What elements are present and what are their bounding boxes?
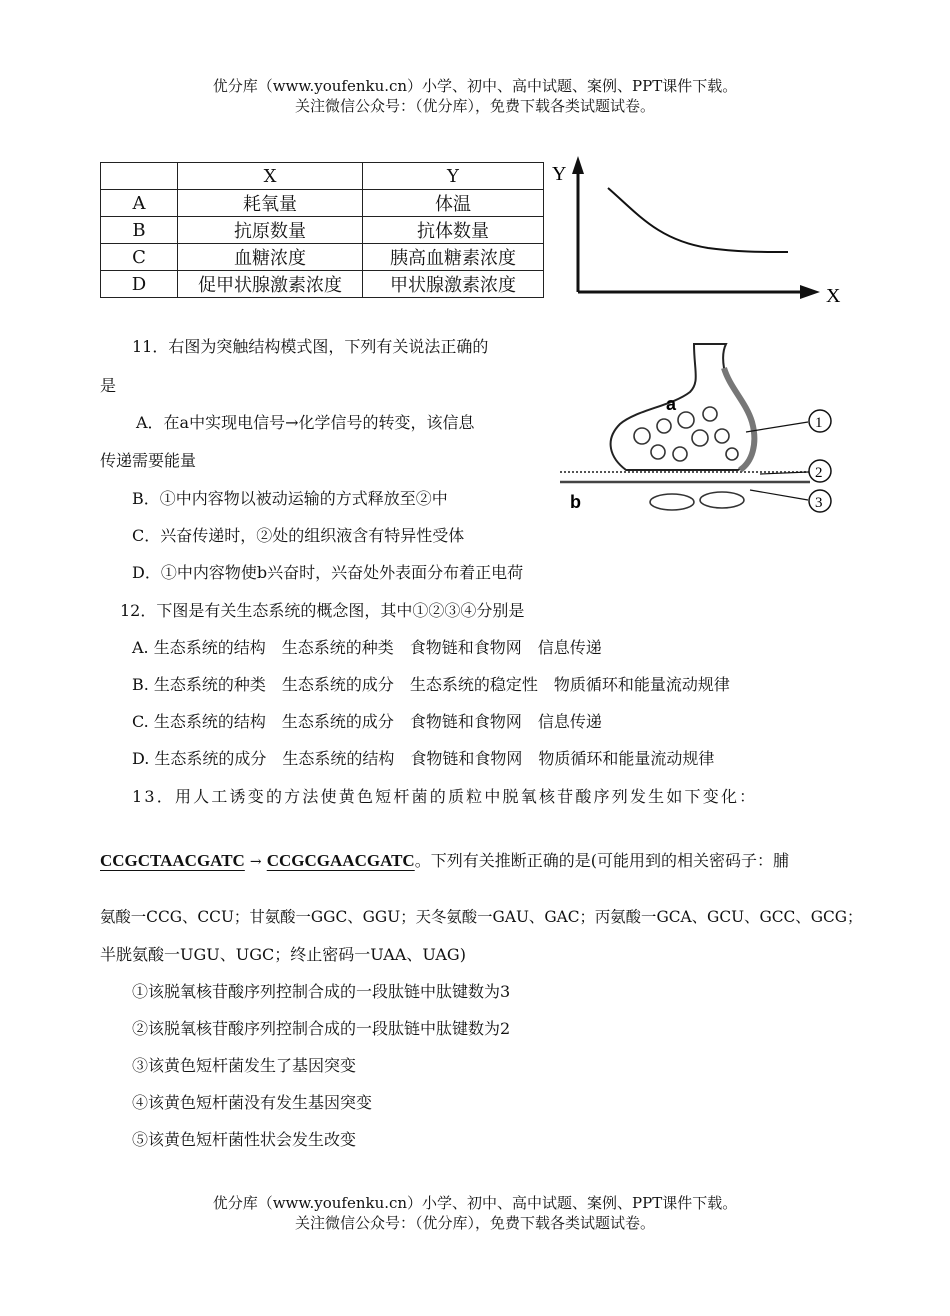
label-1: 1 [815,415,823,431]
x-axis-arrow-icon [800,285,820,299]
table-cell [101,163,178,190]
header-line-1: 优分库（www.youfenku.cn）小学、初中、高中试题、案例、PPT课件下载。 [212,77,738,95]
sequence-after: CCGCGAACGATC [266,851,415,870]
arrow-icon: → [249,854,262,870]
mitochondrion [700,492,744,508]
table-row [101,217,544,244]
q13-sequence-line [100,850,789,873]
q13-stem-cont: 。下列有关推断正确的是(可能用到的相关密码子：脯 [414,851,789,870]
table-row [101,190,544,217]
q11-option-a-cont: 传递需要能量 [100,451,197,470]
q13-codons-1: 氨酸一CCG、CCU；甘氨酸一GGC、GGU；天冬氨酸一GAU、GAC；丙氨酸一GCA、GCU、GCC、GCG； [100,908,863,926]
table-cell: X [178,163,363,190]
xy-table [100,162,544,298]
table-cell: A [101,190,178,217]
q13-item: ⑤该黄色短杆菌性状会发生改变 [132,1130,357,1149]
label-3: 3 [815,495,823,511]
q12-option-a: A. 生态系统的结构 生态系统的种类 食物链和食物网 信息传递 [132,638,602,657]
header-line-2: 关注微信公众号：（优分库），免费下载各类试题试卷。 [294,97,655,115]
label-a: a [666,394,677,414]
y-axis-arrow-icon [572,156,584,174]
q13-item: ①该脱氧核苷酸序列控制合成的一段肽链中肽键数为3 [132,982,511,1001]
xy-graph [548,152,848,308]
axon-terminal [611,344,756,470]
q11-stem-cont: 是 [100,376,117,395]
q13-stem: 13．用人工诱变的方法使黄色短杆菌的质粒中脱氧核苷酸序列发生如下变化： [132,787,758,806]
table-cell: 甲状腺激素浓度 [363,271,544,298]
q11-option-b: B．①中内容物以被动运输的方式释放至②中 [132,489,448,508]
table-cell: B [101,217,178,244]
q13-item: ②该脱氧核苷酸序列控制合成的一段肽链中肽键数为2 [132,1019,511,1038]
q12-option-b: B. 生态系统的种类 生态系统的成分 生态系统的稳定性 物质循环和能量流动规律 [132,675,730,694]
table-cell: 体温 [363,190,544,217]
table-row [101,244,544,271]
label-b: b [570,492,581,512]
table-cell: 抗原数量 [178,217,363,244]
q12-stem: 12．下图是有关生态系统的概念图，其中①②③④分别是 [120,601,525,620]
q13-item: ③该黄色短杆菌发生了基因突变 [132,1056,357,1075]
q13-item: ④该黄色短杆菌没有发生基因突变 [132,1093,373,1112]
table-cell: 血糖浓度 [178,244,363,271]
q12-option-d: D. 生态系统的成分 生态系统的结构 食物链和食物网 物质循环和能量流动规律 [132,749,715,768]
q11-option-d: D．①中内容物使b兴奋时，兴奋处外表面分布着正电荷 [132,563,524,582]
table-cell: Y [363,163,544,190]
pointer-line-3 [750,490,808,500]
table-cell: 耗氧量 [178,190,363,217]
x-axis-label: X [826,285,841,307]
sequence-before: CCGCTAACGATC [100,851,245,870]
mitochondrion [650,494,694,510]
footer-line-1: 优分库（www.youfenku.cn）小学、初中、高中试题、案例、PPT课件下载。 [212,1194,738,1212]
footer-line-2: 关注微信公众号：（优分库），免费下载各类试题试卷。 [294,1214,655,1232]
table-cell: C [101,244,178,271]
synapse-diagram [560,340,850,520]
q13-codons-2: 半胱氨酸一UGU、UGC；终止密码一UAA、UAG) [100,945,466,964]
table-cell: 胰高血糖素浓度 [363,244,544,271]
table-cell: 抗体数量 [363,217,544,244]
table-cell: D [101,271,178,298]
table-cell: 促甲状腺激素浓度 [178,271,363,298]
label-2: 2 [815,465,823,481]
q12-option-c: C. 生态系统的结构 生态系统的成分 食物链和食物网 信息传递 [132,712,602,731]
q11-option-c: C．兴奋传递时，②处的组织液含有特异性受体 [132,526,465,545]
table-row [101,271,544,298]
table-header-row [101,163,544,190]
y-axis-label: Y [552,163,567,185]
decreasing-curve [608,188,788,252]
q11-stem: 11．右图为突触结构模式图，下列有关说法正确的 [132,337,489,356]
q11-option-a: A．在a中实现电信号→化学信号的转变，该信息 [136,413,475,432]
